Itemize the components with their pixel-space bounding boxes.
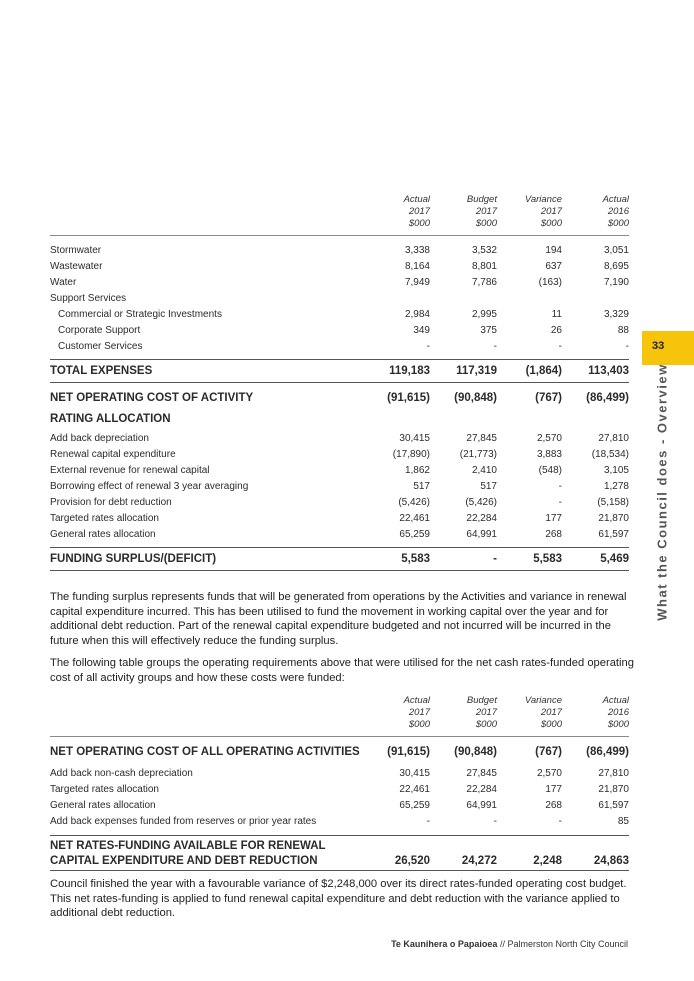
table-row <box>50 447 629 463</box>
cell: 24,863 <box>593 855 629 867</box>
cell: 22,284 <box>466 784 497 795</box>
row-label: Customer Services <box>58 341 143 352</box>
cell: 2,248 <box>533 855 562 867</box>
page-footer <box>391 939 628 949</box>
row-label: Add back non-cash depreciation <box>50 768 193 779</box>
net-rates-funding-row <box>50 835 629 871</box>
footer-separator: // <box>497 939 508 949</box>
row-label: Borrowing effect of renewal 3 year averaging <box>50 481 249 492</box>
header-actual-2016: Actual 2016 $000 <box>602 194 629 229</box>
cell: (5,158) <box>597 497 629 508</box>
rating-allocation-heading <box>50 409 629 429</box>
cell: 194 <box>545 245 562 256</box>
table-row <box>50 275 629 291</box>
cell: (767) <box>535 392 562 404</box>
cell: (767) <box>535 746 562 758</box>
row-label: Add back depreciation <box>50 433 149 444</box>
header-actual-2016: Actual 2016 $000 <box>602 695 629 730</box>
funding-surplus-row <box>50 547 629 571</box>
cell: (21,773) <box>459 449 497 460</box>
cell: 517 <box>413 481 430 492</box>
table-row <box>50 291 629 307</box>
cell: 65,259 <box>399 529 430 540</box>
table-row <box>50 495 629 511</box>
cell: 5,583 <box>533 553 562 565</box>
cell: - <box>558 481 562 492</box>
cell: 2,984 <box>404 309 430 320</box>
cell: 8,801 <box>471 261 497 272</box>
cell: 27,810 <box>598 768 629 779</box>
cell: 30,415 <box>399 433 430 444</box>
cell: 22,284 <box>466 513 497 524</box>
cell: 22,461 <box>399 513 430 524</box>
row-label: FUNDING SURPLUS/(DEFICIT) <box>50 553 217 565</box>
cell: (86,499) <box>586 392 629 404</box>
cell: 2,995 <box>471 309 497 320</box>
total-expenses-row <box>50 359 629 383</box>
header-variance-2017: Variance 2017 $000 <box>524 194 562 229</box>
cell: 268 <box>545 800 562 811</box>
cell: 8,164 <box>404 261 430 272</box>
table-row <box>50 431 629 447</box>
cell: 27,845 <box>466 768 497 779</box>
row-label: Commercial or Strategic Investments <box>58 309 222 320</box>
cell: 3,883 <box>536 449 562 460</box>
row-label: RATING ALLOCATION <box>50 413 171 425</box>
row-label: Wastewater <box>50 261 103 272</box>
cell: 24,272 <box>461 855 497 867</box>
cell: 64,991 <box>466 800 497 811</box>
cell: 26 <box>550 325 562 336</box>
table-row <box>50 463 629 479</box>
council-summary-paragraph: Council finished the year with a favourable variance of $2,248,000 over its direct rates-funded operating cost budget. This net rates-funding is applied to fund renewal capital expenditure and debt reduction with the variance applied to additional debt reduction. <box>50 878 627 919</box>
table-row <box>50 339 629 355</box>
cell: 375 <box>480 325 497 336</box>
table-row <box>50 323 629 339</box>
cell: - <box>558 816 562 827</box>
row-label: General rates allocation <box>50 529 156 540</box>
cell: 27,810 <box>598 433 629 444</box>
table-row <box>50 511 629 527</box>
cell: 7,949 <box>404 277 430 288</box>
cell: 3,338 <box>404 245 430 256</box>
cell: (5,426) <box>398 497 430 508</box>
funding-surplus-paragraph: The funding surplus represents funds that will be generated from operations by the Activities and variance in renewal capital expenditure incurred. This has been utilised to fund the movement in working capital over the year and for additional debt reduction. Part of the renewal capital expenditure budgeted and not incurred will be incurred in the future when this will effectively reduce the funding surplus. <box>50 591 627 647</box>
row-label: Targeted rates allocation <box>50 784 159 795</box>
cell: 5,583 <box>401 553 430 565</box>
cell: 21,870 <box>598 513 629 524</box>
cell: 1,278 <box>603 481 629 492</box>
row-label: Provision for debt reduction <box>50 497 172 508</box>
cell: (90,848) <box>454 392 497 404</box>
cell: 349 <box>413 325 430 336</box>
cell: - <box>625 341 629 352</box>
table-intro-paragraph: The following table groups the operating requirements above that were utilised for the net cash rates-funded operating cost of all activity groups and how these costs were funded: <box>50 657 634 684</box>
cell: 2,570 <box>536 768 562 779</box>
net-operating-cost-row <box>50 387 629 409</box>
row-label: Support Services <box>50 293 127 304</box>
cell: (86,499) <box>586 746 629 758</box>
cell: 7,190 <box>603 277 629 288</box>
cell: (91,615) <box>387 392 430 404</box>
cell: 64,991 <box>466 529 497 540</box>
table-row <box>50 479 629 495</box>
header-variance-2017: Variance 2017 $000 <box>524 695 562 730</box>
table-row <box>50 527 629 543</box>
cell: 8,695 <box>603 261 629 272</box>
row-label: NET RATES-FUNDING AVAILABLE FOR RENEWAL CAPITAL EXPENDITURE AND DEBT REDUCTION <box>50 840 326 867</box>
table-header <box>50 194 629 236</box>
net-operating-cost-all-row <box>50 741 629 763</box>
header-budget-2017: Budget 2017 $000 <box>466 695 497 730</box>
row-label: Targeted rates allocation <box>50 513 159 524</box>
cell: (163) <box>538 277 562 288</box>
cell: - <box>493 816 497 827</box>
cell: 27,845 <box>466 433 497 444</box>
table-row <box>50 307 629 323</box>
row-label: Renewal capital expenditure <box>50 449 176 460</box>
header-actual-2017: Actual 2017 $000 <box>403 194 430 229</box>
cell: 11 <box>551 309 562 320</box>
cell: 119,183 <box>389 365 430 377</box>
table-row <box>50 782 629 798</box>
cell: - <box>493 553 497 565</box>
cell: - <box>558 497 562 508</box>
cell: 3,532 <box>471 245 497 256</box>
cell: 65,259 <box>399 800 430 811</box>
row-label: Corporate Support <box>58 325 141 336</box>
cell: 637 <box>545 261 562 272</box>
cell: 517 <box>480 481 497 492</box>
footer-org-maori: Te Kaunihera o Papaioea <box>391 939 498 949</box>
table-row <box>50 259 629 275</box>
row-label: TOTAL EXPENSES <box>50 365 153 377</box>
row-label: External revenue for renewal capital <box>50 465 210 476</box>
cell: 26,520 <box>394 855 430 867</box>
cell: 2,570 <box>536 433 562 444</box>
cell: 85 <box>617 816 629 827</box>
cell: (1,864) <box>525 365 562 377</box>
section-title: What the Council does - Overview <box>654 363 670 621</box>
cell: (17,890) <box>392 449 430 460</box>
page-number: 33 <box>652 340 665 352</box>
cell: 30,415 <box>399 768 430 779</box>
cell: 21,870 <box>598 784 629 795</box>
table-row <box>50 243 629 259</box>
cell: 113,403 <box>588 365 629 377</box>
row-label: NET OPERATING COST OF ACTIVITY <box>50 392 254 404</box>
table-row <box>50 766 629 782</box>
cell: - <box>558 341 562 352</box>
cell: (5,426) <box>465 497 497 508</box>
cell: 177 <box>545 513 562 524</box>
row-label: NET OPERATING COST OF ALL OPERATING ACTIVITIES <box>50 746 360 758</box>
row-label: Stormwater <box>50 245 102 256</box>
table-row <box>50 798 629 814</box>
cell: 61,597 <box>598 529 629 540</box>
operating-cost-table <box>50 194 629 571</box>
cell: 61,597 <box>598 800 629 811</box>
cell: (18,534) <box>591 449 629 460</box>
cell: - <box>426 816 430 827</box>
row-label: Water <box>50 277 77 288</box>
footer-org-english: Palmerston North City Council <box>507 939 628 949</box>
cell: 117,319 <box>456 365 497 377</box>
cell: 1,862 <box>404 465 430 476</box>
row-label: General rates allocation <box>50 800 156 811</box>
cell: 177 <box>545 784 562 795</box>
cell: 7,786 <box>471 277 497 288</box>
cell: 22,461 <box>399 784 430 795</box>
cell: 3,329 <box>603 309 629 320</box>
cell: - <box>426 341 430 352</box>
page-number-tab <box>642 331 694 365</box>
cell: 5,469 <box>600 553 629 565</box>
rates-funding-table <box>50 695 629 871</box>
table-header <box>50 695 629 737</box>
cell: (548) <box>538 465 562 476</box>
cell: 3,105 <box>603 465 629 476</box>
cell: - <box>493 341 497 352</box>
cell: 3,051 <box>603 245 629 256</box>
cell: (91,615) <box>387 746 430 758</box>
table-row <box>50 814 629 830</box>
cell: 88 <box>617 325 629 336</box>
header-actual-2017: Actual 2017 $000 <box>403 695 430 730</box>
cell: 2,410 <box>471 465 497 476</box>
cell: 268 <box>545 529 562 540</box>
header-budget-2017: Budget 2017 $000 <box>466 194 497 229</box>
cell: (90,848) <box>454 746 497 758</box>
row-label: Add back expenses funded from reserves or prior year rates <box>50 816 317 827</box>
